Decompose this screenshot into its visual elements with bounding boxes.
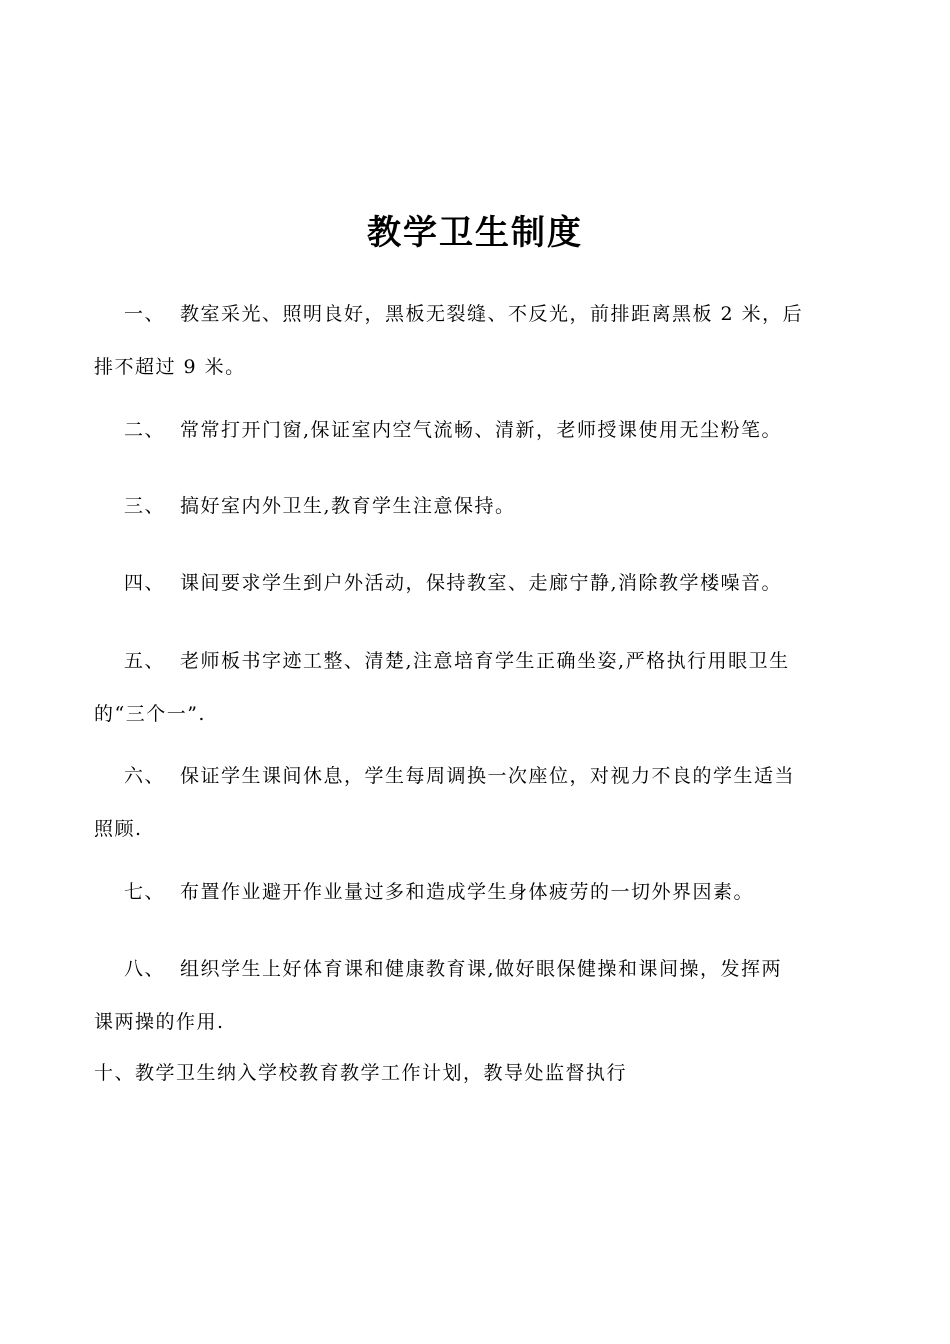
item-text: 布置作业避开作业量过多和造成学生身体疲劳的一切外界因素。 bbox=[180, 881, 755, 903]
item-text: 保证学生课间休息，学生每周调换一次座位，对视力不良的学生适当 bbox=[180, 765, 796, 787]
rule-item-6 bbox=[94, 750, 854, 856]
item-number: 三、 bbox=[124, 495, 166, 517]
item-text-continued: 课两操的作用. bbox=[94, 1011, 225, 1033]
item-number: 二、 bbox=[124, 419, 166, 441]
item-text-continued: 的“三个一”. bbox=[94, 703, 206, 725]
item-text: 常常打开门窗,保证室内空气流畅、清新，老师授课使用无尘粉笔。 bbox=[180, 419, 783, 441]
item-number: 四、 bbox=[124, 572, 166, 594]
rule-item-4 bbox=[94, 557, 854, 610]
rule-item-7 bbox=[94, 866, 854, 919]
item-number: 一、 bbox=[124, 303, 166, 325]
rule-item-1 bbox=[94, 288, 854, 394]
item-text: 教室采光、照明良好，黑板无裂缝、不反光，前排距离黑板 2 米，后 bbox=[180, 303, 804, 325]
item-number: 五、 bbox=[124, 650, 166, 672]
page-title: 教学卫生制度 bbox=[367, 213, 583, 253]
item-text-continued: 照顾. bbox=[94, 818, 143, 840]
rule-item-2 bbox=[94, 404, 854, 457]
rule-item-3 bbox=[94, 480, 854, 533]
rule-item-8 bbox=[94, 943, 854, 1049]
rule-item-5 bbox=[94, 635, 854, 741]
item-text: 搞好室内外卫生,教育学生注意保持。 bbox=[180, 495, 516, 517]
item-text-continued: 排不超过 9 米。 bbox=[94, 356, 246, 378]
item-text: 组织学生上好体育课和健康教育课,做好眼保健操和课间操，发挥两 bbox=[180, 958, 783, 980]
item-number: 七、 bbox=[124, 881, 166, 903]
item-text: 老师板书字迹工整、清楚,注意培育学生正确坐姿,严格执行用眼卫生 bbox=[180, 650, 790, 672]
item-number: 六、 bbox=[124, 765, 166, 787]
rule-item-10: 十、教学卫生纳入学校教育教学工作计划，教导处监督执行 bbox=[94, 1062, 628, 1084]
item-text: 课间要求学生到户外活动，保持教室、走廊宁静,消除教学楼噪音。 bbox=[180, 572, 783, 594]
item-number: 八、 bbox=[124, 958, 166, 980]
